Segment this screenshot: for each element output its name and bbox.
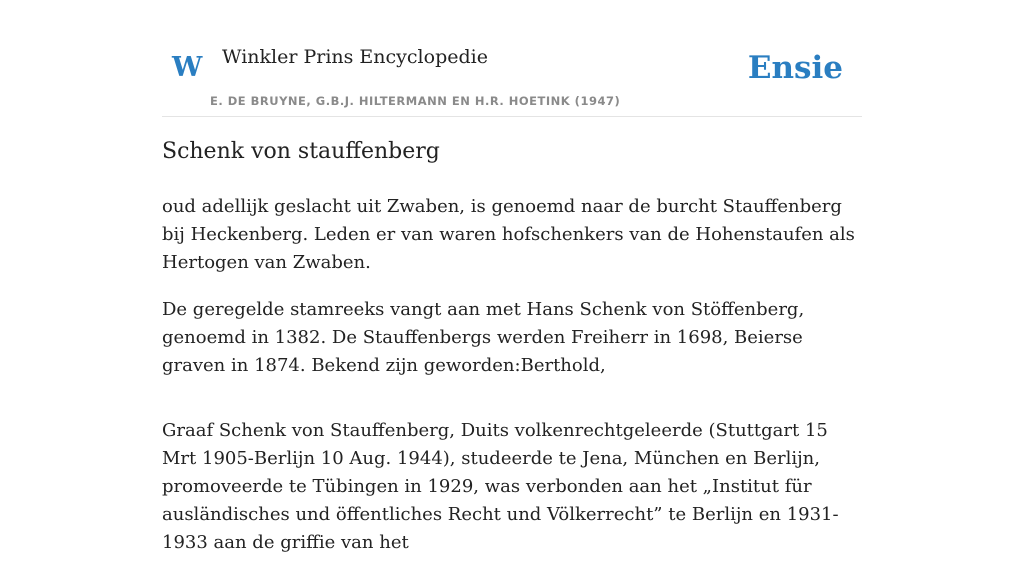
article-paragraph: oud adellijk geslacht uit Zwaben, is genoemd naar de burcht Stauffenberg bij Heckenberg. Leden er van waren hofschenkers van de Hohenstaufen als Hertogen van Zwaben. [162,196,855,273]
article-paragraph: De geregelde stamreeks vangt aan met Hans Schenk von Stöffenberg, genoemd in 1382. De Stauffenbergs werden Freiherr in 1698, Beierse graven in 1874. Bekend zijn geworden:Berthold, [162,299,805,376]
page [162,0,862,553]
publication-header [162,0,862,117]
article-paragraph: Graaf Schenk von Stauffenberg, Duits volkenrechtgeleerde (Stuttgart 15 Mrt 1905-Berlijn 10 Aug. 1944), studeerde te Jena, München en Berlijn, promoveerde te Tübingen in 1929, was verbonden aan het „Institut für ausländisches und öffentliches Recht und Völkerrecht” te Berlijn en 1931-1933 aan de griffie van het [162,420,839,553]
publication-authors: E. DE BRUYNE, G.B.J. HILTERMANN EN H.R. HOETINK (1947) [210,94,621,108]
article-title: Schenk von stauffenberg [162,139,440,164]
publication-title-link[interactable]: Winkler Prins Encyclopedie [222,46,488,68]
ensie-brand-link[interactable]: Ensie [747,50,843,86]
article-body [162,193,862,576]
publication-logo-icon[interactable]: W [172,52,203,83]
